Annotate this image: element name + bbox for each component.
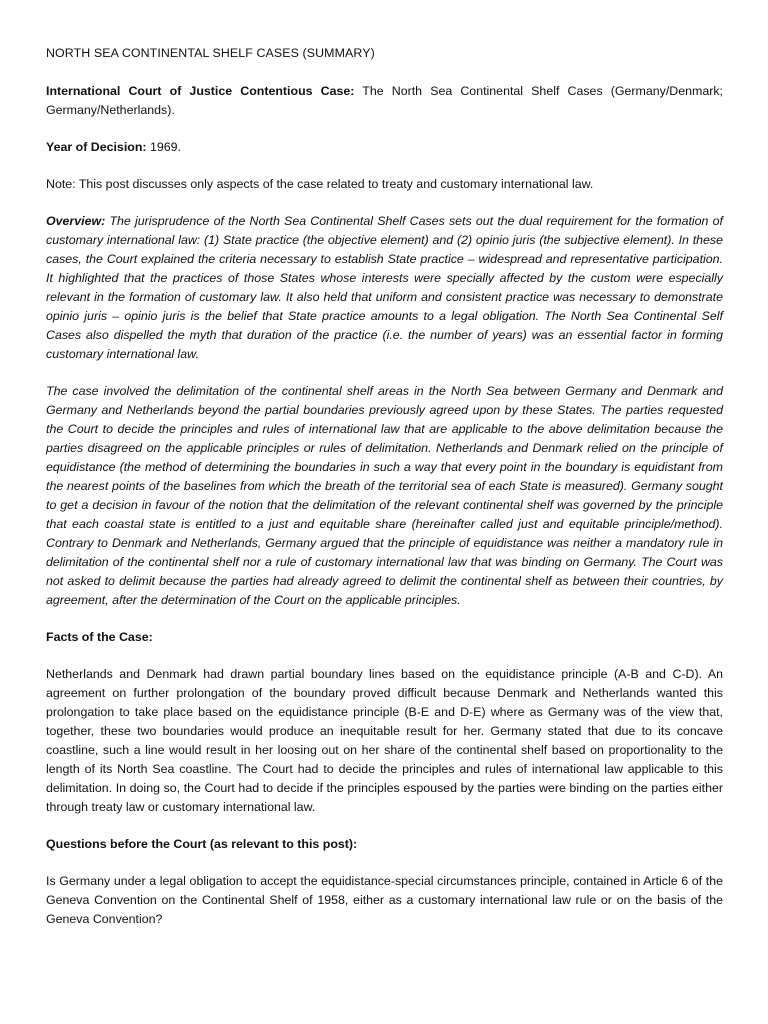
case-type-paragraph [46, 82, 723, 120]
facts-paragraph: Netherlands and Denmark had drawn partial boundary lines based on the equidistance principle (A-B and C-D). An agreement on further prolongation of the boundary proved difficult because Denmark and Netherlands wanted this prolongation to take place based on the equidistance principle (B-E and D-E) where as Germany was of the view that, together, these two boundaries would produce an inequitable result for her. Germany stated that due to its concave coastline, such a line would result in her loosing out on her share of the continental shelf based on proportionality to the length of its North Sea coastline. The Court had to decide the principles and rules of international law applicable to this delimitation. In doing so, the Court had to decide if the principles espoused by the parties were binding on the parties either through treaty law or customary international law. [46, 667, 723, 814]
year-value: 1969. [146, 140, 181, 154]
year-paragraph [46, 138, 723, 157]
case-type-value: The North Sea Continental Shelf Cases (Germany/Denmark; Germany/Netherlands). [46, 84, 723, 117]
overview-paragraph [46, 212, 723, 364]
questions-heading: Questions before the Court (as relevant to this post): [46, 837, 358, 851]
overview-label: Overview: [46, 214, 106, 228]
background-paragraph: The case involved the delimitation of the continental shelf areas in the North Sea between Germany and Denmark and Germany and Netherlands beyond the partial boundaries previously agreed upon by these States. The parties requested the Court to decide the principles and rules of international law that are applicable to the above delimitation because the parties disagreed on the applicable principles or rules of delimitation. Netherlands and Denmark relied on the principle of equidistance (the method of determining the boundaries in such a way that every point in the boundary is equidistant from the nearest points of the baselines from which the breath of the territorial sea of each State is measured). Germany sought to get a decision in favour of the notion that the delimitation of the relevant continental shelf was governed by the principle that each coastal state is entitled to a just and equitable share (hereinafter called just and equitable principle/method). Contrary to Denmark and Netherlands, Germany argued that the principle of equidistance was neither a mandatory rule in delimitation of the continental shelf nor a rule of customary international law that was binding on Germany. The Court was not asked to delimit because the parties had already agreed to delimit the continental shelf as between their countries, by agreement, after the determination of the Court on the applicable principles. [46, 384, 723, 607]
overview-text: The jurisprudence of the North Sea Continental Shelf Cases sets out the dual requirement for the formation of customary international law: (1) State practice (the objective element) and (2) opinio juris (the subjective element). In these cases, the Court explained the criteria necessary to establish State practice – widespread and representative participation. It highlighted that the practices of those States whose interests were specially affected by the custom were especially relevant in the formation of customary law. It also held that uniform and consistent practice was necessary to demonstrate opinio juris – opinio juris is the belief that State practice amounts to a legal obligation. The North Sea Continental Self Cases also dispelled the myth that duration of the practice (i.e. the number of years) was an essential factor in forming customary international law. [46, 214, 723, 361]
question-1-paragraph: Is Germany under a legal obligation to accept the equidistance-special circumstances principle, contained in Article 6 of the Geneva Convention on the Continental Shelf of 1958, either as a customary international law rule or on the basis of the Geneva Convention? [46, 874, 723, 926]
facts-heading: Facts of the Case: [46, 630, 153, 644]
document-title: NORTH SEA CONTINENTAL SHELF CASES (SUMMARY) [46, 46, 375, 60]
note-paragraph: Note: This post discusses only aspects of the case related to treaty and customary international law. [46, 177, 594, 191]
case-type-label: International Court of Justice Contentious Case: [46, 84, 355, 98]
year-label: Year of Decision: [46, 140, 147, 154]
document-page [46, 44, 723, 947]
